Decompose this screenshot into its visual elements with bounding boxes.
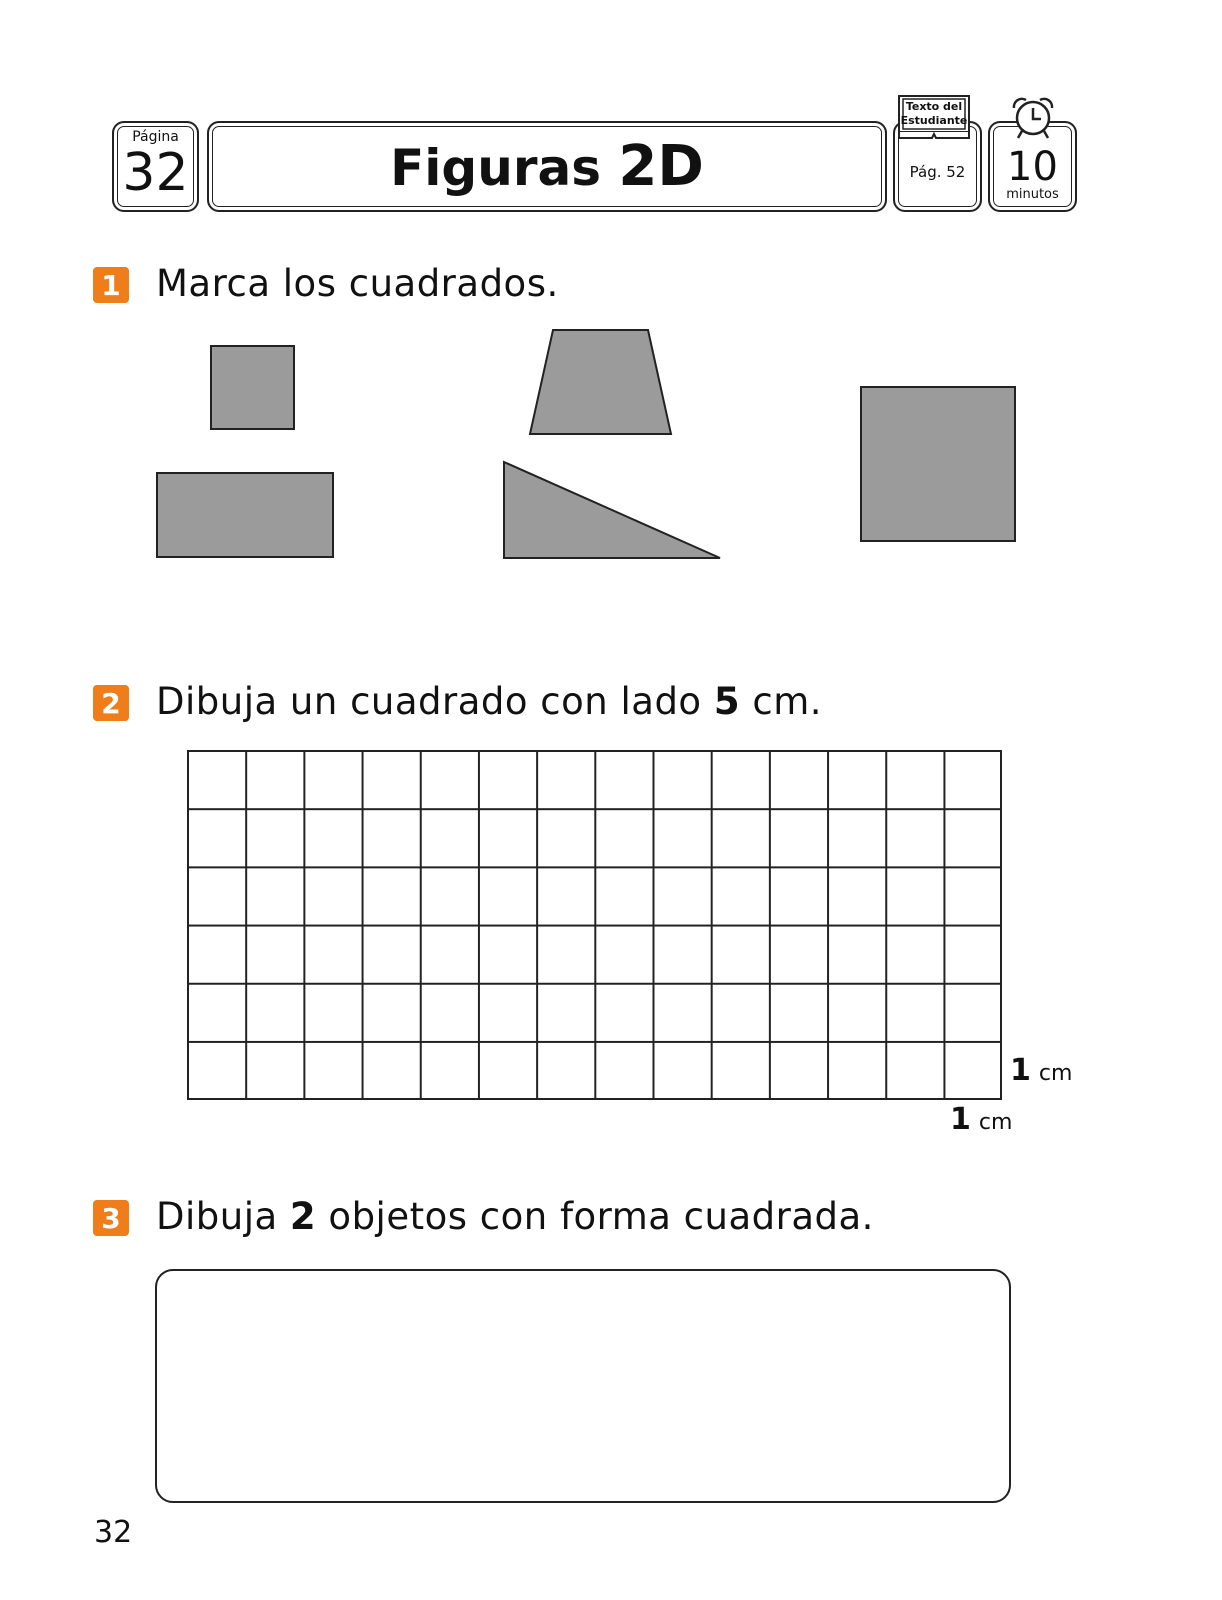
unit-vertical-text: cm	[1038, 1061, 1073, 1086]
page-label: Página	[132, 129, 179, 145]
page-number: 32	[122, 143, 189, 203]
unit-label-vertical	[1010, 1053, 1072, 1088]
footer-page-number: 32	[94, 1515, 133, 1550]
textbook-page: Pág. 52	[909, 163, 966, 181]
question-2-number: 2	[93, 685, 129, 721]
question-2-text	[156, 680, 822, 723]
large-square[interactable]	[861, 387, 1015, 541]
shapes-area	[0, 0, 1222, 600]
page-title-main: Figuras	[390, 139, 619, 197]
question-3-text-before: Dibuja	[156, 1195, 290, 1238]
question-3-text	[156, 1195, 874, 1238]
drawing-grid[interactable]	[187, 750, 1002, 1100]
question-3-text-bold: 2	[289, 1195, 317, 1238]
question-1-number: 1	[93, 267, 129, 303]
drawing-box[interactable]	[155, 1269, 1011, 1503]
unit-vertical-number: 1	[1010, 1053, 1031, 1088]
unit-label-horizontal	[950, 1102, 1012, 1137]
question-2-text-before: Dibuja un cuadrado con lado	[156, 680, 714, 723]
rectangle[interactable]	[157, 473, 333, 557]
unit-horizontal-text: cm	[978, 1110, 1013, 1135]
question-2-text-bold: 5	[713, 680, 741, 723]
page-title-bold: 2D	[618, 134, 704, 199]
time-unit: minutos	[1006, 187, 1059, 202]
textbook-label-line1: Texto del	[905, 100, 963, 113]
question-1-text: Marca los cuadrados.	[156, 262, 559, 305]
trapezoid[interactable]	[530, 330, 671, 434]
question-3-text-after: objetos con forma cuadrada.	[316, 1195, 874, 1238]
textbook-label-line2: Estudiante	[900, 114, 968, 127]
time-value: 10	[1007, 144, 1058, 190]
question-3-number: 3	[93, 1200, 129, 1236]
small-square[interactable]	[211, 346, 294, 429]
question-2-text-after: cm.	[740, 680, 823, 723]
triangle[interactable]	[504, 462, 720, 558]
unit-horizontal-number: 1	[950, 1102, 971, 1137]
